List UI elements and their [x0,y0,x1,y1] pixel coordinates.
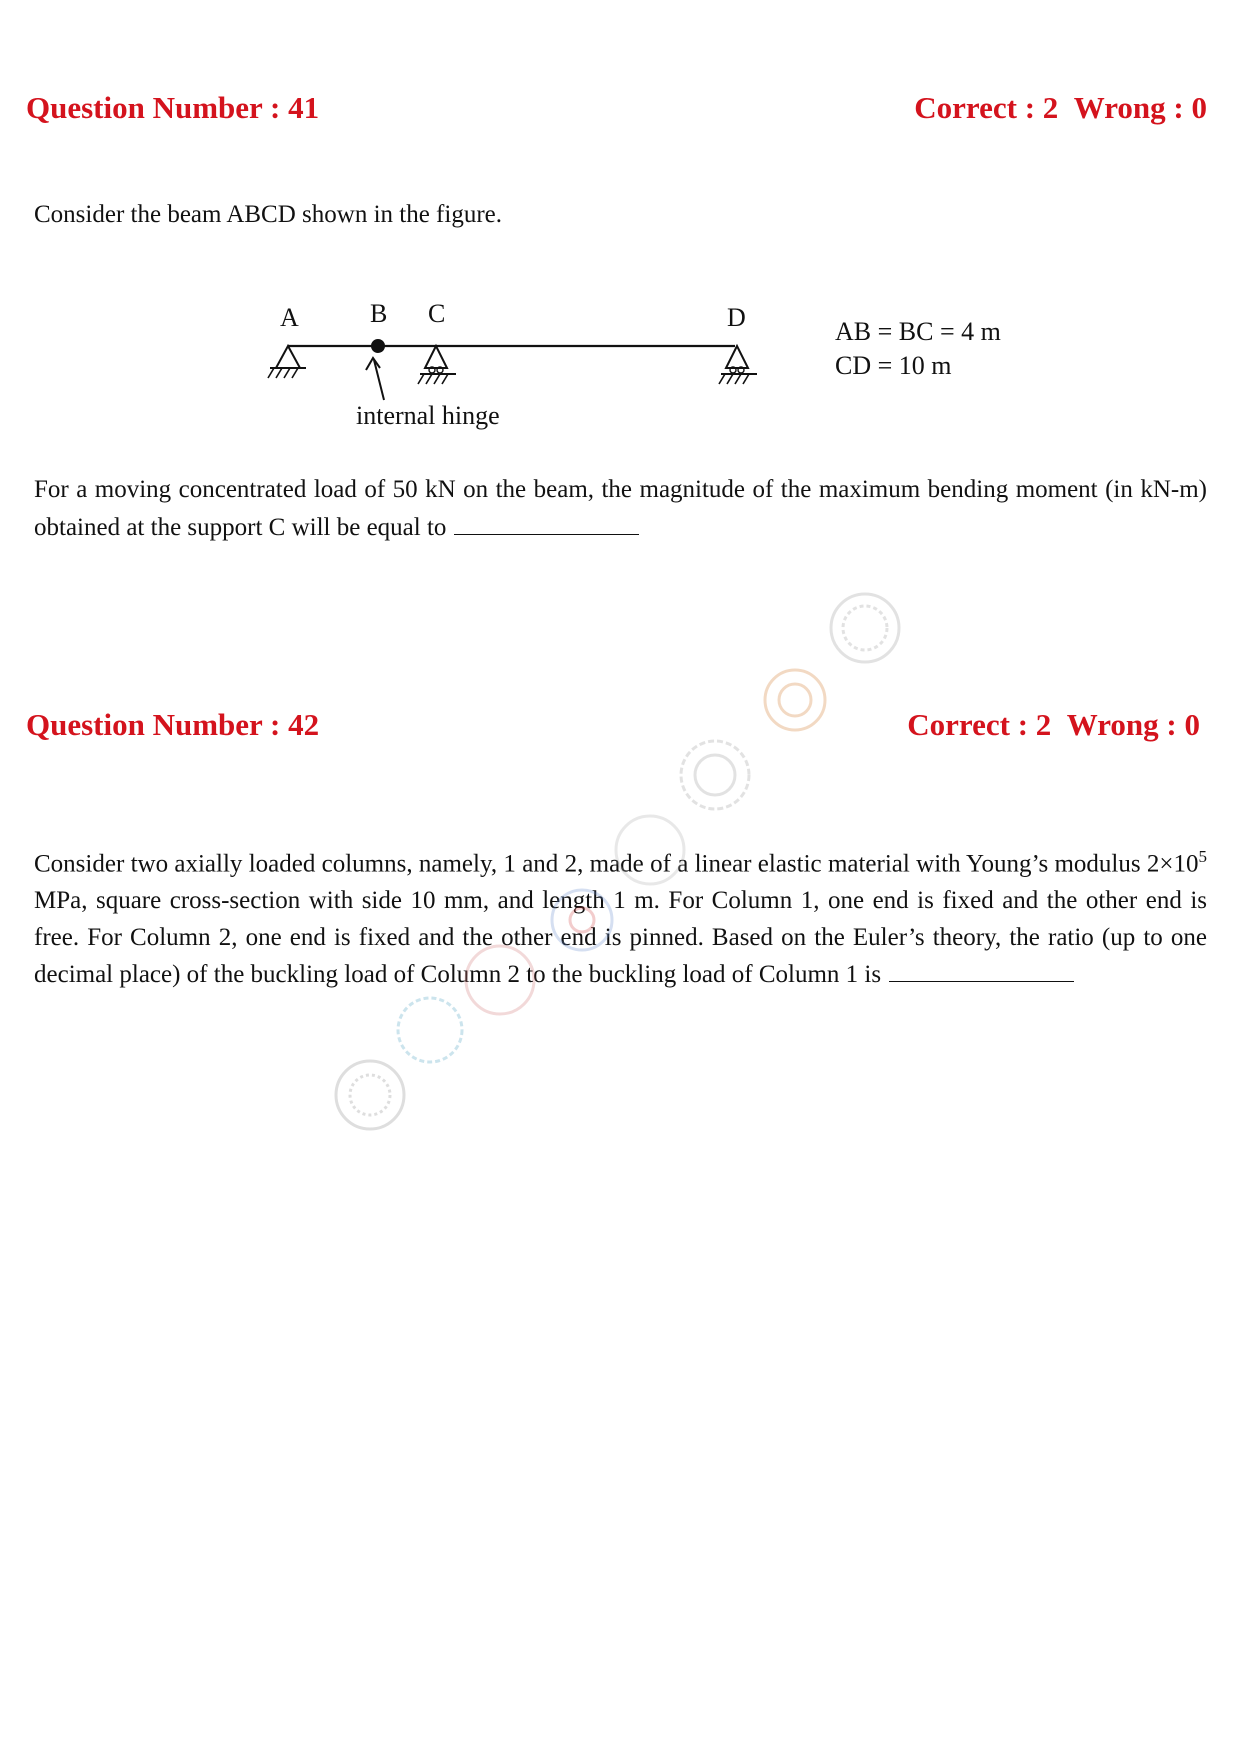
answer-blank [889,957,1074,982]
question-42-text [34,838,1207,993]
question-41-header [26,90,1207,130]
question-number-label: Question Number : 42 [26,707,320,742]
question-41-intro: Consider the beam ABCD shown in the figure. [34,201,502,228]
seal-icon [695,755,735,795]
wrong-marks: Wrong : 0 [1073,90,1207,125]
correct-marks: Correct : 2 [914,90,1059,125]
hinge-arrow-icon [366,358,384,400]
roller-support-d-icon [719,346,757,384]
seal-icon [336,1061,404,1129]
label-point-c: C [428,299,446,328]
label-point-d: D [727,303,746,332]
answer-blank [454,510,639,535]
question-41-text [34,471,1207,547]
label-point-a: A [280,303,299,332]
question-42-body-part2: MPa, square cross-section with side 10 mm, and length 1 m. For Column 1, one end is fixed and the other end is free. For Column 2, one end is fixed and the other end is pinned. Based on the Euler’s theory, the ratio (up to one decimal place) of the buckling load of Column 2 to the buckling load of Column 1 is [34,887,1207,989]
seal-icon [831,594,899,662]
wrong-marks: Wrong : 0 [1066,707,1200,742]
label-point-b: B [370,299,388,328]
roller-support-c-icon [418,346,456,384]
dimension-cd: CD = 10 m [835,351,952,380]
correct-marks: Correct : 2 [907,707,1052,742]
question-42-header [26,707,1200,747]
dimension-ab-bc: AB = BC = 4 m [835,317,1001,346]
seal-icon [398,998,462,1062]
seal-icon [350,1075,390,1115]
seal-icon [843,606,887,650]
exponent: 5 [1198,847,1207,866]
marks-info [914,90,1207,126]
question-41-body: For a moving concentrated load of 50 kN on the beam, the magnitude of the maximum bending moment (in kN-m) obtained at the support C will be equal to [34,476,1207,541]
question-42-body-part1: Consider two axially loaded columns, namely, 1 and 2, made of a linear elastic material with Young’s modulus 2×10 [34,850,1199,878]
internal-hinge-dot-icon [371,339,385,353]
pin-support-a-icon [268,346,306,378]
question-number-label: Question Number : 41 [26,90,320,125]
marks-info [907,707,1200,743]
internal-hinge-label: internal hinge [356,401,500,430]
beam-abcd-figure [250,290,1050,450]
seal-icon [681,741,749,809]
